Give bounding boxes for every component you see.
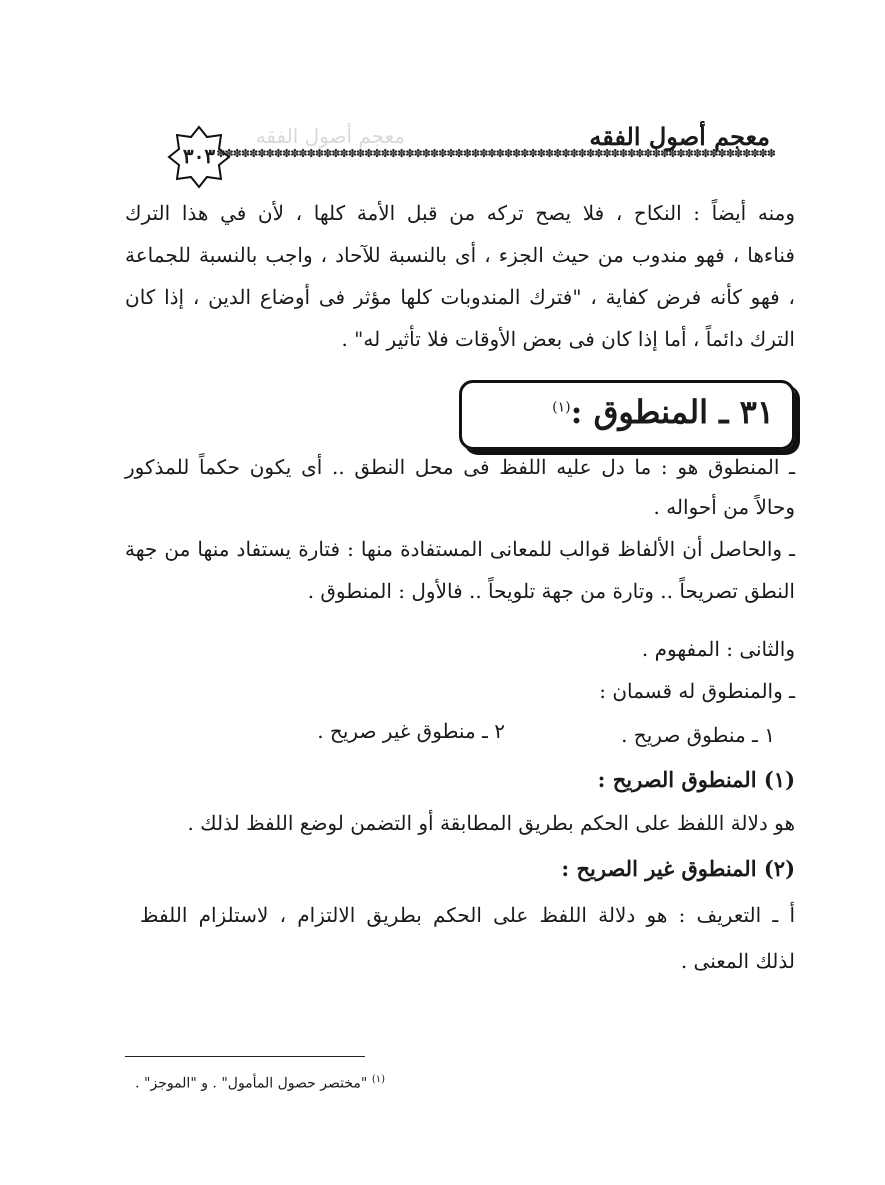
- footnote-rule: [125, 1056, 365, 1057]
- intro-line-4: الترك دائماً ، أما إذا كان فى بعض الأوقات فلا تأثير له" .: [341, 327, 795, 351]
- explicit-heading: (١) المنطوق الصريح :: [597, 767, 795, 792]
- section-title-box: [459, 380, 795, 450]
- result-line-1: ـ والحاصل أن الألفاظ قوالب للمعانى المستفادة منها : فتارة يستفاد منها من جهة: [125, 537, 795, 561]
- document-page: [95, 40, 795, 1160]
- intro-line-3: ، فهو كأنه فرض كفاية ، "فترك المندوبات كلها مؤثر فى أوضاع الدين ، إذا كان: [125, 285, 795, 309]
- footnote-mark: (١): [371, 1074, 385, 1085]
- division-line: ـ والمنطوق له قسمان :: [599, 679, 795, 703]
- footnote-text: "مختصر حصول المأمول" . و "الموجز" .: [135, 1075, 368, 1092]
- header-ornament-line: ✽✽✽✽✽✽✽✽✽✽✽✽✽✽✽✽✽✽✽✽✽✽✽✽✽✽✽✽✽✽✽✽✽✽✽✽✽✽✽✽✽✽✽✽✽✽✽✽✽✽✽✽✽✽✽✽✽✽✽✽✽✽✽✽✽✽✽✽: [216, 147, 775, 160]
- second-line: والثانى : المفهوم .: [641, 637, 795, 661]
- part-one: ١ ـ منطوق صريح .: [621, 723, 775, 747]
- section-footnote-mark: (١): [552, 399, 571, 416]
- result-line-2: النطق تصريحاً .. وتارة من جهة تلويحاً .. فالأول : المنطوق .: [307, 579, 795, 603]
- intro-line-1: ومنه أيضاً : النكاح ، فلا يصح تركه من قبل الأمة كلها ، لأن في هذا الترك: [125, 201, 795, 225]
- part-two: ٢ ـ منطوق غير صريح .: [317, 719, 505, 743]
- faint-header-text: معجم أصول الفقه: [255, 124, 405, 148]
- intro-line-2: فناءها ، فهو مندوب من حيث الجزء ، أى بالنسبة للآحاد ، واجب بالنسبة للجماعة: [125, 243, 795, 267]
- section-title: ٣١ ـ المنطوق :$^{(١)}$: [552, 393, 774, 431]
- implicit-heading: (٢) المنطوق غير الصريح :: [561, 856, 795, 881]
- book-title: معجم أصول الفقه: [589, 122, 770, 151]
- footnote: [125, 1070, 385, 1094]
- page-number: ٣٠٣: [182, 144, 216, 168]
- definition-line-2: وحالاً من أحواله .: [653, 495, 795, 519]
- definition-line-1: ـ المنطوق هو : ما دل عليه اللفظ فى محل النطق .. أى يكون حكماً للمذكور: [125, 455, 795, 479]
- implicit-line-2: لذلك المعنى .: [680, 949, 795, 973]
- implicit-line-1: أ ـ التعريف : هو دلالة اللفظ على الحكم بطريق الالتزام ، لاستلزام اللفظ: [140, 903, 795, 927]
- explicit-text: هو دلالة اللفظ على الحكم بطريق المطابقة أو التضمن لوضع اللفظ لذلك .: [187, 811, 795, 835]
